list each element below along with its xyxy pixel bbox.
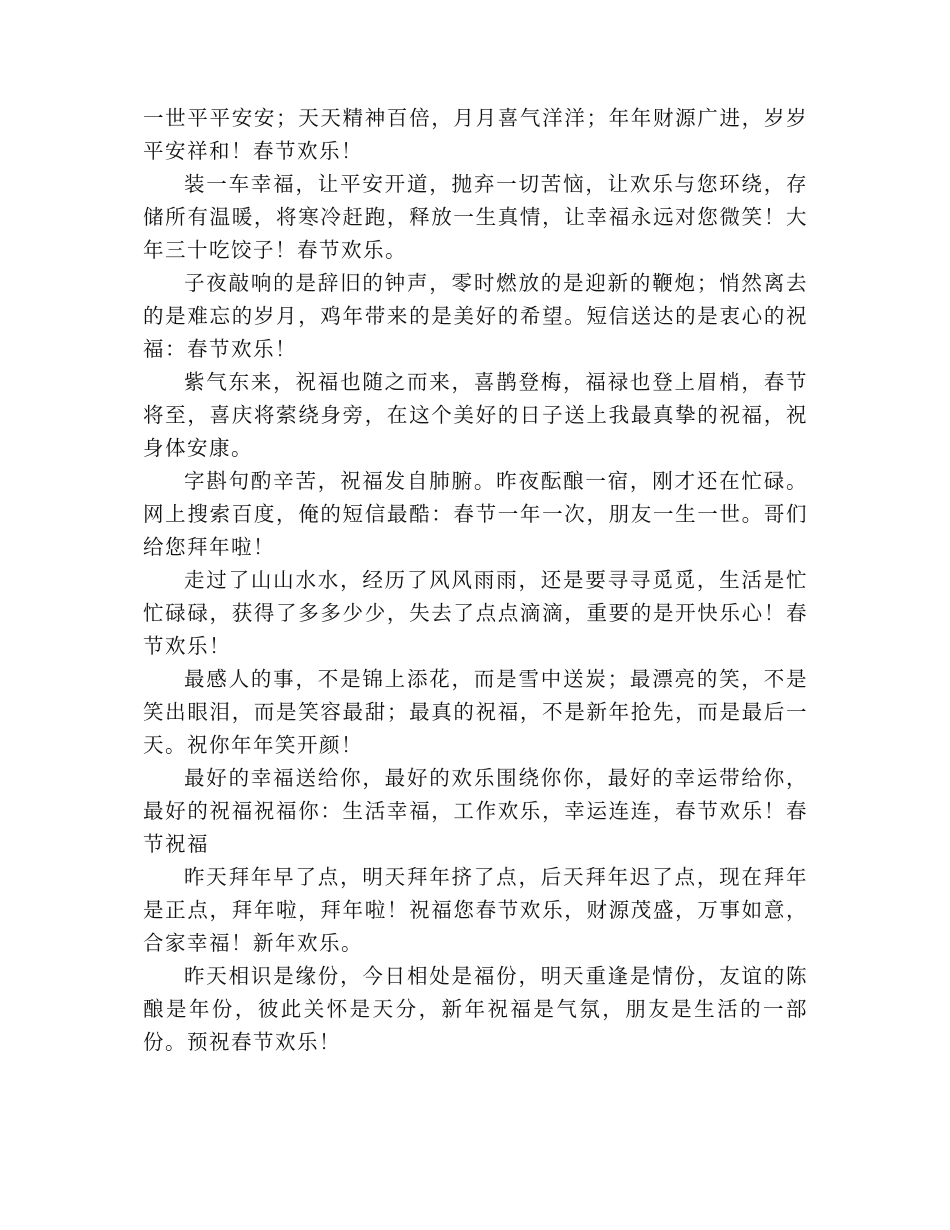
paragraph-5: 字斟句酌辛苦，祝福发自肺腑。昨夜酝酿一宿，刚才还在忙碌。网上搜索百度，俺的短信最酷：春节一年一次，朋友一生一世。哥们给您拜年啦！ <box>143 469 808 559</box>
paragraph-7: 最感人的事，不是锦上添花，而是雪中送炭；最漂亮的笑，不是笑出眼泪，而是笑容最甜；最真的祝福，不是新年抢先，而是最后一天。祝你年年笑开颜！ <box>143 667 808 757</box>
paragraph-4: 紫气东来，祝福也随之而来，喜鹊登梅，福禄也登上眉梢，春节将至，喜庆将萦绕身旁，在这个美好的日子送上我最真挚的祝福，祝身体安康。 <box>143 370 808 460</box>
document-body <box>143 102 808 1059</box>
paragraph-6: 走过了山山水水，经历了风风雨雨，还是要寻寻觅觅，生活是忙忙碌碌，获得了多多少少，失去了点点滴滴，重要的是开快乐心！春节欢乐！ <box>143 568 808 658</box>
paragraph-3: 子夜敲响的是辞旧的钟声，零时燃放的是迎新的鞭炮；悄然离去的是难忘的岁月，鸡年带来的是美好的希望。短信送达的是衷心的祝福：春节欢乐！ <box>143 271 808 361</box>
paragraph-8: 最好的幸福送给你，最好的欢乐围绕你你，最好的幸运带给你，最好的祝福祝福你：生活幸福，工作欢乐，幸运连连，春节欢乐！春节祝福 <box>143 766 808 856</box>
paragraph-1: 一世平平安安；天天精神百倍，月月喜气洋洋；年年财源广进，岁岁平安祥和！春节欢乐！ <box>143 106 808 163</box>
paragraph-2: 装一车幸福，让平安开道，抛弃一切苦恼，让欢乐与您环绕，存储所有温暖，将寒冷赶跑，释放一生真情，让幸福永远对您微笑！大年三十吃饺子！春节欢乐。 <box>143 172 808 262</box>
paragraph-9: 昨天拜年早了点，明天拜年挤了点，后天拜年迟了点，现在拜年是正点，拜年啦，拜年啦！祝福您春节欢乐，财源茂盛，万事如意，合家幸福！新年欢乐。 <box>143 865 808 955</box>
paragraph-10: 昨天相识是缘份，今日相处是福份，明天重逢是情份，友谊的陈酿是年份，彼此关怀是天分，新年祝福是气氛，朋友是生活的一部份。预祝春节欢乐！ <box>143 964 808 1054</box>
